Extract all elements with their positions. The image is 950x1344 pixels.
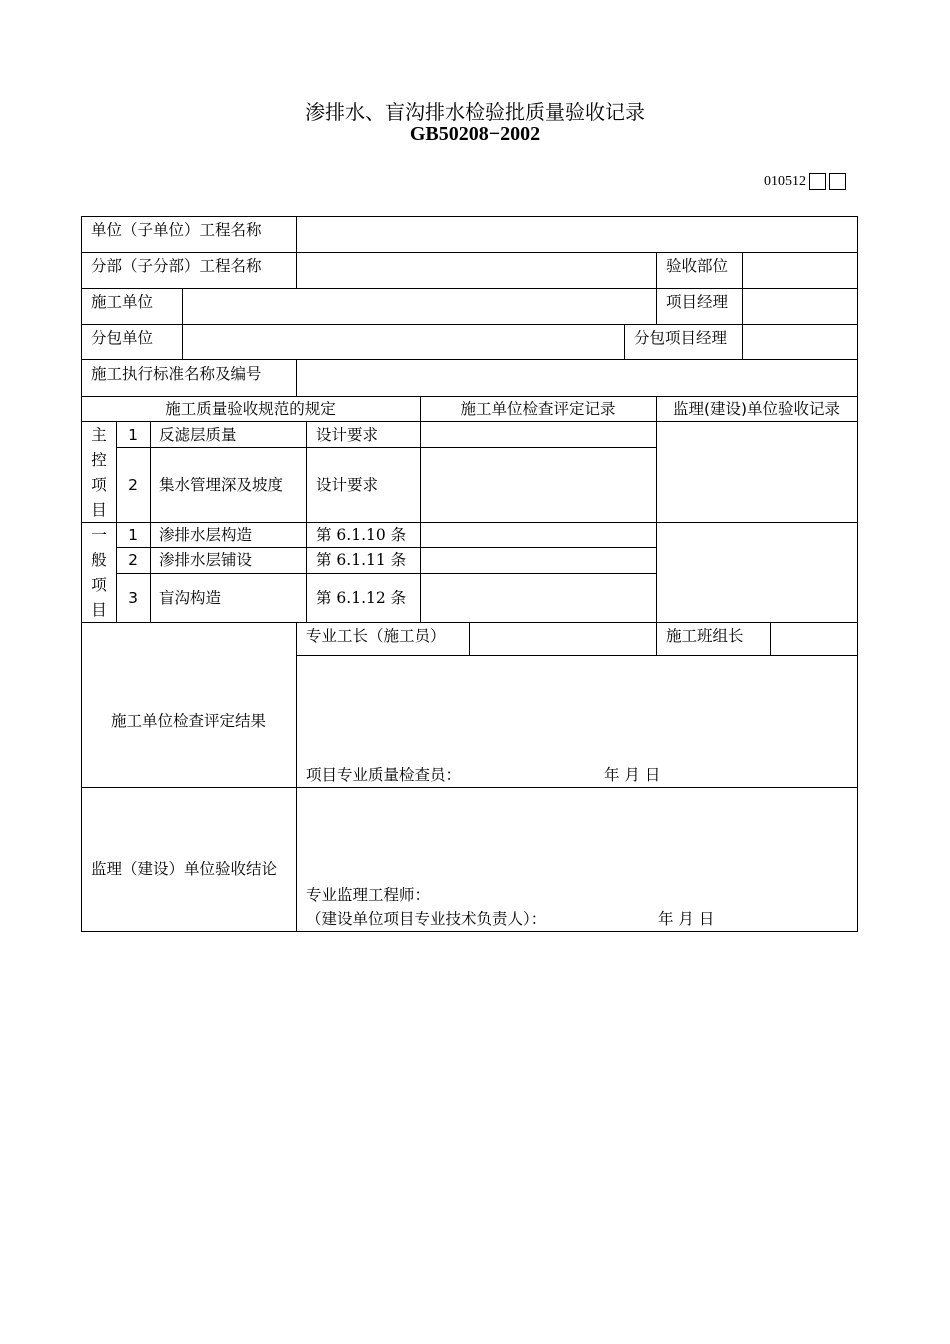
general-item-1-name: 渗排水层构造 [159, 526, 253, 544]
standard-label: 施工执行标准名称及编号 [91, 365, 262, 383]
group-char: 目 [91, 501, 107, 519]
main-item-2-record[interactable] [421, 448, 656, 522]
standard-code: GB50208−2002 [409, 123, 541, 145]
col-line [624, 324, 625, 360]
main-item-1-no: 1 [128, 426, 138, 444]
supervisor-result-field[interactable] [297, 788, 857, 880]
general-item-2-name: 渗排水层铺设 [159, 551, 253, 569]
supervisor-result-label: 监理（建设）单位验收结论 [91, 860, 278, 878]
general-item-1-record[interactable] [421, 523, 656, 547]
general-item-3-no: 3 [128, 589, 138, 607]
general-item-3-record[interactable] [421, 574, 656, 622]
standard-field[interactable] [297, 360, 857, 396]
main-item-2-req: 设计要求 [316, 476, 379, 494]
subcontractor-label: 分包单位 [91, 329, 154, 347]
sub-project-field[interactable] [297, 253, 656, 288]
main-item-2-name: 集水管埋深及坡度 [159, 476, 284, 494]
contractor-result-field[interactable] [297, 656, 857, 760]
general-item-2-req: 第 6.1.11 条 [316, 551, 407, 569]
main-items-supervisor-record[interactable] [657, 422, 857, 522]
engineer-label: 专业监理工程师： [306, 886, 431, 904]
main-item-1-req: 设计要求 [316, 426, 379, 444]
main-item-1-record[interactable] [421, 422, 656, 447]
foreman-label: 专业工长（施工员） [306, 627, 446, 645]
owner-label: （建设单位项目专业技术负责人）： [306, 910, 547, 928]
foreman-field[interactable] [470, 623, 656, 655]
table-border [81, 931, 858, 932]
group-char: 般 [91, 551, 107, 569]
group-char: 控 [91, 451, 107, 469]
unit-project-field[interactable] [297, 217, 857, 252]
team-leader-label: 施工班组长 [666, 627, 744, 645]
general-item-2-record[interactable] [421, 548, 656, 573]
group-char: 项 [91, 476, 107, 494]
group-char: 主 [91, 426, 107, 444]
sub-pm-field[interactable] [743, 325, 857, 359]
main-item-1-name: 反滤层质量 [159, 426, 237, 444]
spec-header: 施工质量验收规范的规定 [165, 400, 336, 418]
acceptance-part-field[interactable] [743, 253, 857, 288]
main-item-2-no: 2 [128, 476, 138, 494]
col-line [656, 288, 657, 325]
supervisor-date: 年 月 日 [658, 910, 715, 928]
general-item-3-req: 第 6.1.12 条 [316, 589, 407, 607]
contractor-result-label: 施工单位检查评定结果 [110, 712, 266, 730]
subcontractor-field[interactable] [183, 325, 624, 359]
form-title: 渗排水、盲沟排水检验批质量验收记录 [305, 100, 645, 124]
col-line [656, 622, 657, 656]
sub-pm-label: 分包项目经理 [634, 329, 728, 347]
general-item-1-req: 第 6.1.10 条 [316, 526, 407, 544]
supervisor-record-header: 监理(建设)单位验收记录 [672, 400, 841, 418]
project-manager-field[interactable] [743, 289, 857, 324]
sub-project-label: 分部（子分部）工程名称 [91, 257, 262, 275]
col-line [306, 421, 307, 623]
unit-project-label: 单位（子单位）工程名称 [91, 221, 262, 239]
project-manager-label: 项目经理 [666, 293, 729, 311]
general-group-label [81, 523, 117, 623]
group-char: 一 [91, 526, 107, 544]
group-char: 目 [91, 601, 107, 619]
col-line [150, 421, 151, 623]
general-items-supervisor-record[interactable] [657, 523, 857, 622]
contractor-record-header: 施工单位检查评定记录 [460, 400, 616, 418]
general-item-3-name: 盲沟构造 [159, 589, 222, 607]
col-line [656, 252, 657, 289]
team-leader-field[interactable] [771, 623, 857, 655]
contractor-field[interactable] [183, 289, 656, 324]
general-item-2-no: 2 [128, 551, 138, 569]
acceptance-part-label: 验收部位 [666, 257, 729, 275]
general-item-1-no: 1 [128, 526, 138, 544]
contractor-label: 施工单位 [91, 293, 154, 311]
contractor-date: 年 月 日 [604, 766, 661, 784]
group-char: 项 [91, 576, 107, 594]
inspector-label: 项目专业质量检查员： [306, 766, 462, 784]
main-control-group-label [81, 423, 117, 523]
form-number-text: 010512 [764, 173, 806, 189]
